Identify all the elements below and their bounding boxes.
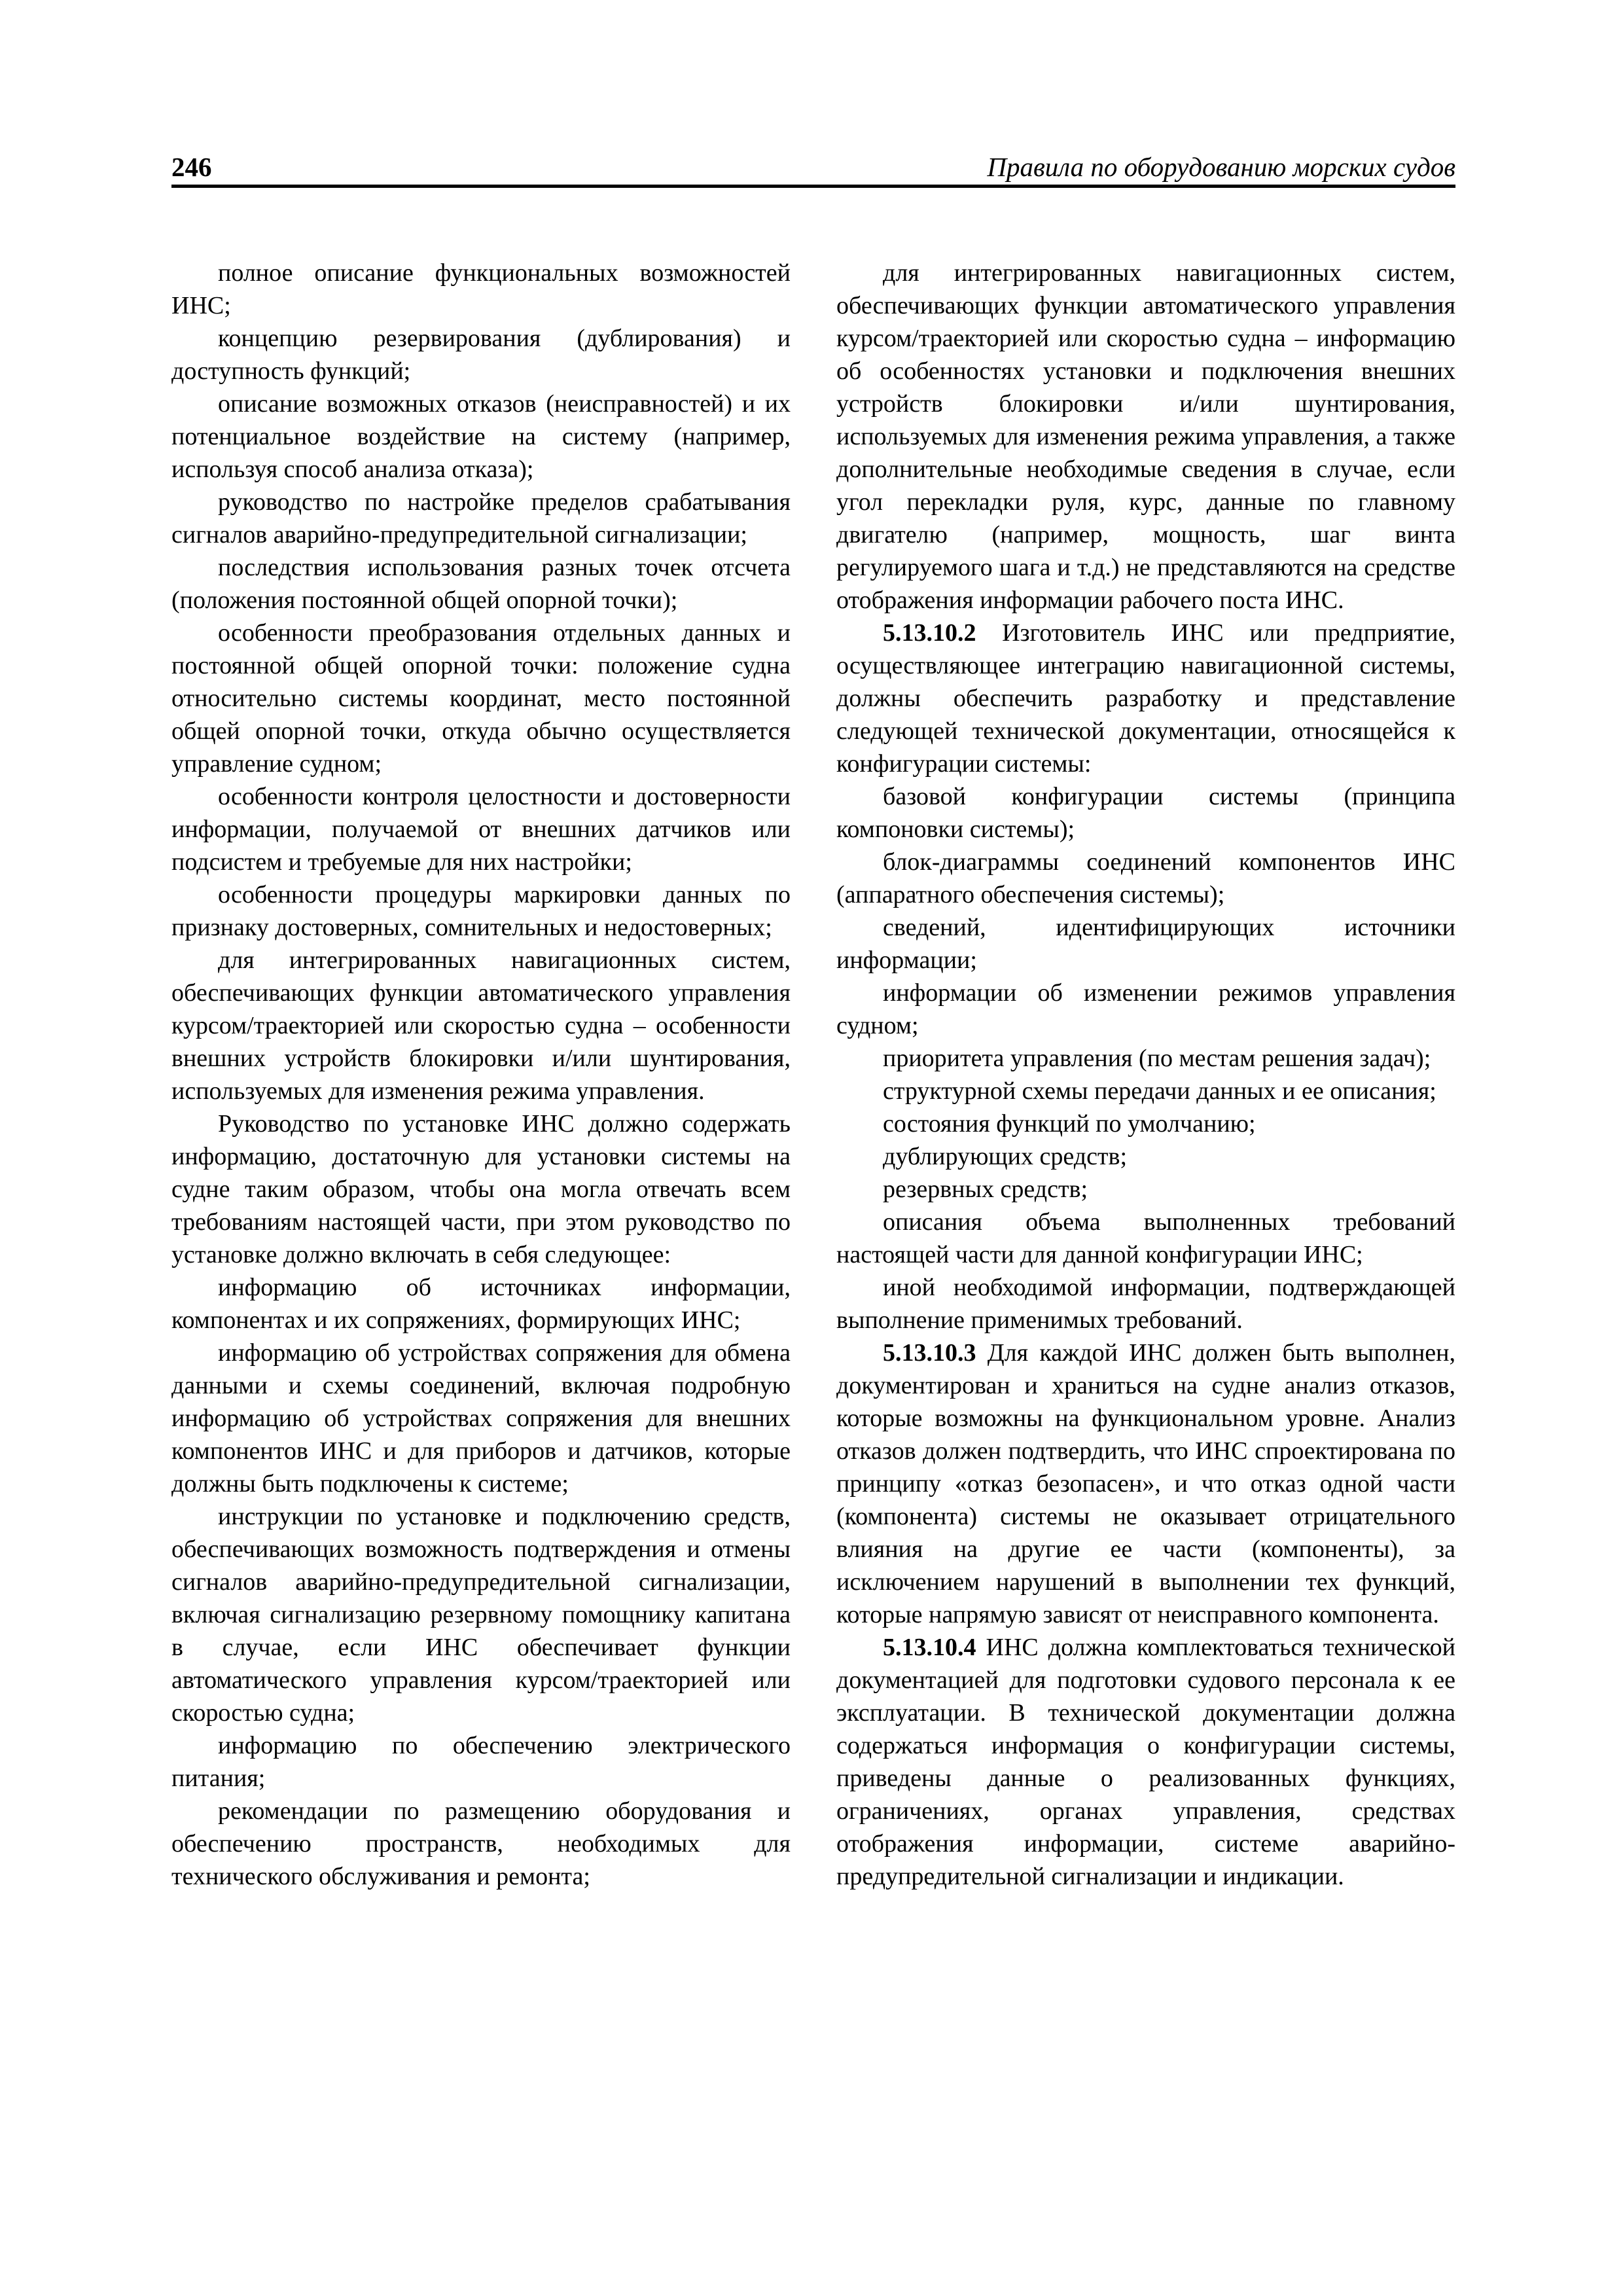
- clause-number: 5.13.10.2: [883, 619, 976, 647]
- left-column: [171, 257, 791, 1893]
- right-column: [836, 257, 1455, 1893]
- list-item: описания объема выполненных требований настоящей части для данной конфигурации ИНС;: [836, 1208, 1455, 1268]
- page-number: 246: [171, 152, 212, 182]
- clause-5-13-10-4: [836, 1631, 1455, 1893]
- list-item: информацию об устройствах сопряжения для обмена данными и схемы соединений, включая подробную информацию об устройствах сопряжения для внешних компонентов ИНС и для приборов и датчиков, которые должны быть подключены к системе;: [171, 1339, 791, 1498]
- page-header: [171, 145, 1455, 188]
- list-item: информации об изменении режимов управления судном;: [836, 979, 1455, 1039]
- clause-text: Изготовитель ИНС или предприятие, осуществляющее интеграцию навигационной системы, должны обеспечить разработку и представление следующей технической документации, относящейся к конфигурации системы:: [836, 619, 1455, 778]
- list-item: дублирующих средств;: [883, 1143, 1128, 1170]
- list-item: состояния функций по умолчанию;: [883, 1110, 1256, 1138]
- list-item: концепцию резервирования (дублирования) и доступность функций;: [171, 325, 791, 385]
- clause-text: ИНС должна комплектоваться технической документацией для подготовки судового персонала к ее эксплуатации. В технической документации должна содержаться информация о конфигурации системы, приведены данные о реализованных функциях, ограничениях, органах управления, средствах отображения информации, системе аварийно-предупредительной сигнализации и индикации.: [836, 1634, 1455, 1890]
- list-item: структурной схемы передачи данных и ее описания;: [883, 1077, 1436, 1105]
- list-item: рекомендации по размещению оборудования и обеспечению пространств, необходимых для технического обслуживания и ремонта;: [171, 1797, 791, 1890]
- list-item: блок-диаграммы соединений компонентов ИНС (аппаратного обеспечения системы);: [836, 848, 1455, 908]
- running-title: Правила по оборудованию морских судов: [987, 152, 1455, 182]
- clause-number: 5.13.10.3: [883, 1339, 976, 1367]
- list-item: информацию по обеспечению электрического питания;: [171, 1732, 791, 1792]
- list-item: последствия использования разных точек отсчета (положения постоянной общей опорной точки);: [171, 554, 791, 614]
- clause-5-13-10-2: [836, 617, 1455, 780]
- list-item: полное описание функциональных возможностей ИНС;: [171, 259, 791, 319]
- list-item: особенности процедуры маркировки данных по признаку достоверных, сомнительных и недостоверных;: [171, 881, 791, 941]
- clause-number: 5.13.10.4: [883, 1634, 976, 1661]
- list-item: для интегрированных навигационных систем, обеспечивающих функции автоматического управления курсом/траекторией или скоростью судна – особенности внешних устройств блокировки и/или шунтирования, используемых для изменения режима управления.: [171, 946, 791, 1105]
- list-item: особенности контроля целостности и достоверности информации, получаемой от внешних датчиков или подсистем и требуемые для них настройки;: [171, 783, 791, 876]
- list-item: инструкции по установке и подключению средств, обеспечивающих возможность подтверждения и отмены сигналов аварийно-предупредительной сигнализации, включая сигнализацию резервному помощнику капитана в случае, если ИНС обеспечивает функции автоматического управления курсом/траекторией или скоростью судна;: [171, 1503, 791, 1727]
- list-item: особенности преобразования отдельных данных и постоянной общей опорной точки: положение судна относительно системы координат, место постоянной общей опорной точки, откуда обычно осуществляется управление судном;: [171, 619, 791, 778]
- list-item: приоритета управления (по местам решения задач);: [883, 1045, 1431, 1072]
- list-item: иной необходимой информации, подтверждающей выполнение применимых требований.: [836, 1274, 1455, 1334]
- paragraph: Руководство по установке ИНС должно содержать информацию, достаточную для установки системы на судне таким образом, чтобы она могла отвечать всем требованиям настоящей части, при этом руководство по установке должно включать в себя следующее:: [171, 1110, 791, 1268]
- list-item: для интегрированных навигационных систем, обеспечивающих функции автоматического управления курсом/траекторией или скоростью судна – информацию об особенностях установки и подключения внешних устройств блокировки и/или шунтирования, используемых для изменения режима управления, а также дополнительные необходимые сведения в случае, если угол перекладки руля, курс, данные по главному двигателю (например, мощность, шаг винта регулируемого шага и т.д.) не представляются на средстве отображения информации рабочего поста ИНС.: [836, 259, 1455, 614]
- list-item: резервных средств;: [883, 1175, 1088, 1203]
- clause-text: Для каждой ИНС должен быть выполнен, документирован и храниться на судне анализ отказов, которые возможны на функциональном уровне. Анализ отказов должен подтвердить, что ИНС спроектирована по принципу «отказ безопасен», и что отказ одной части (компонента) системы не оказывает отрицательного влияния на другие ее части (компоненты), за исключением нарушений в выполнении тех функций, которые напрямую зависят от неисправного компонента.: [836, 1339, 1455, 1628]
- list-item: базовой конфигурации системы (принципа компоновки системы);: [836, 783, 1455, 843]
- list-item: описание возможных отказов (неисправностей) и их потенциальное воздействие на систему (например, используя способ анализа отказа);: [171, 390, 791, 483]
- list-item: информацию об источниках информации, компонентах и их сопряжениях, формирующих ИНС;: [171, 1274, 791, 1334]
- list-item: сведений, идентифицирующих источники информации;: [836, 914, 1455, 974]
- list-item: руководство по настройке пределов срабатывания сигналов аварийно-предупредительной сигнализации;: [171, 488, 791, 548]
- clause-5-13-10-3: [836, 1336, 1455, 1631]
